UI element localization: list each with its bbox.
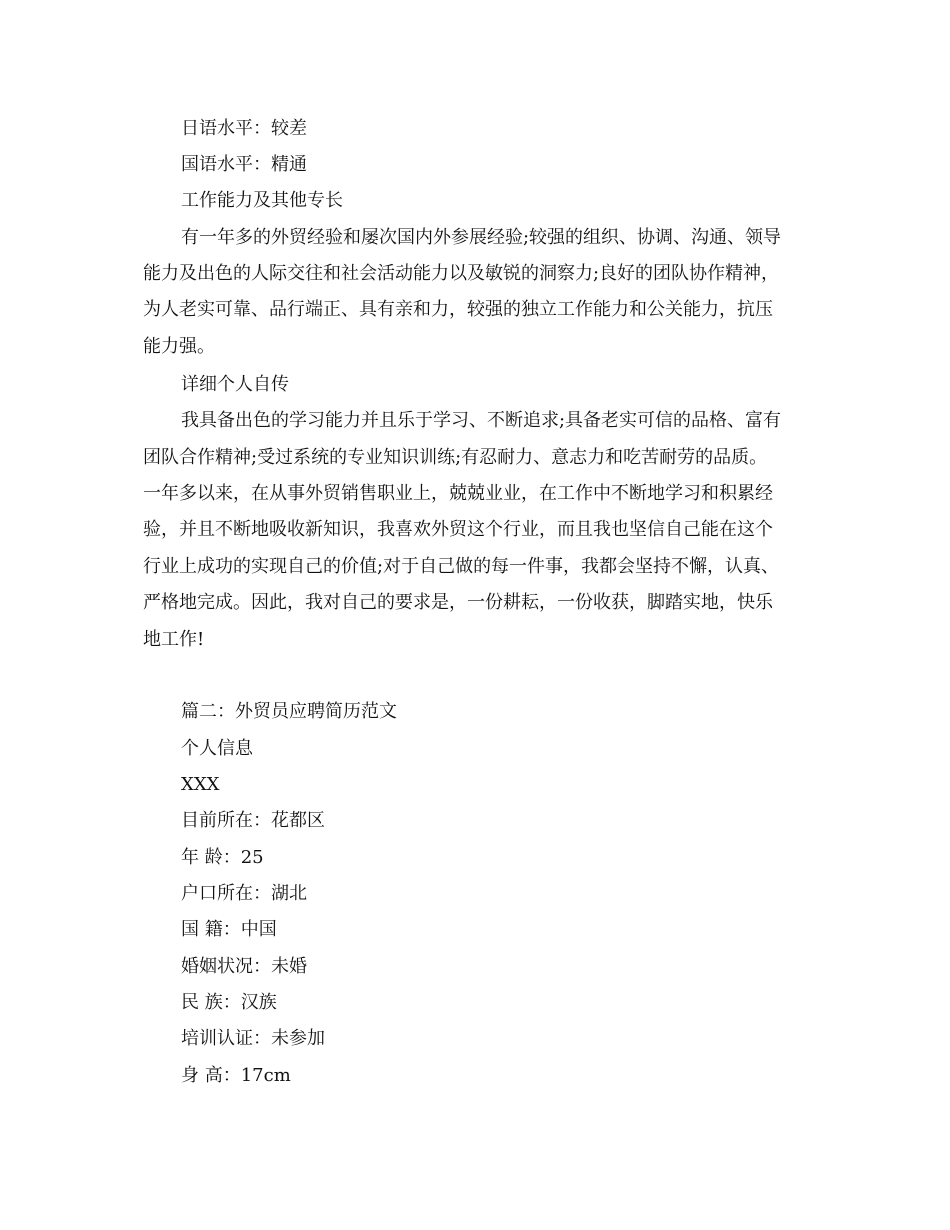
bio-paragraph-line: 一年多以来，在从事外贸销售职业上，兢兢业业，在工作中不断地学习和积累经 [143, 483, 773, 504]
training-certification: 培训认证：未参加 [181, 1028, 325, 1049]
nationality: 国 籍：中国 [181, 919, 277, 940]
ability-paragraph-line: 能力强。 [143, 336, 215, 357]
section2-title: 篇二：外贸员应聘简历范文 [181, 701, 397, 722]
bio-paragraph-line: 严格地完成。因此，我对自己的要求是，一份耕耘，一份收获，脚踏实地，快乐 [143, 592, 773, 613]
hukou-location: 户口所在：湖北 [181, 883, 307, 904]
height: 身 高：17cm [181, 1065, 291, 1086]
personal-info-heading: 个人信息 [181, 738, 253, 759]
bio-paragraph-line: 我具备出色的学习能力并且乐于学习、不断追求;具备老实可信的品格、富有 [181, 410, 782, 431]
ability-paragraph-line: 为人老实可靠、品行端正、具有亲和力，较强的独立工作能力和公关能力，抗压 [143, 299, 773, 320]
name-value: XXX [181, 774, 220, 795]
marital-status: 婚姻状况：未婚 [181, 956, 307, 977]
bio-paragraph-line: 团队合作精神;受过系统的专业知识训练;有忍耐力、意志力和吃苦耐劳的品质。 [143, 447, 768, 468]
bio-paragraph-line: 验，并且不断地吸收新知识，我喜欢外贸这个行业，而且我也坚信自己能在这个 [143, 519, 773, 540]
ability-paragraph-line: 有一年多的外贸经验和屡次国内外参展经验;较强的组织、协调、沟通、领导 [181, 227, 782, 248]
mandarin-level: 国语水平：精通 [181, 154, 307, 175]
ethnicity: 民 族：汉族 [181, 992, 277, 1013]
ability-heading: 工作能力及其他专长 [181, 190, 343, 211]
bio-heading: 详细个人自传 [181, 374, 289, 395]
bio-paragraph-line: 行业上成功的实现自己的价值;对于自己做的每一件事，我都会坚持不懈，认真、 [143, 556, 780, 577]
current-location: 目前所在：花都区 [181, 810, 325, 831]
age: 年 龄：25 [181, 847, 264, 868]
japanese-level: 日语水平：较差 [181, 118, 307, 139]
ability-paragraph-line: 能力及出色的人际交往和社会活动能力以及敏锐的洞察力;良好的团队协作精神， [143, 263, 780, 284]
bio-paragraph-line: 地工作! [143, 629, 205, 650]
